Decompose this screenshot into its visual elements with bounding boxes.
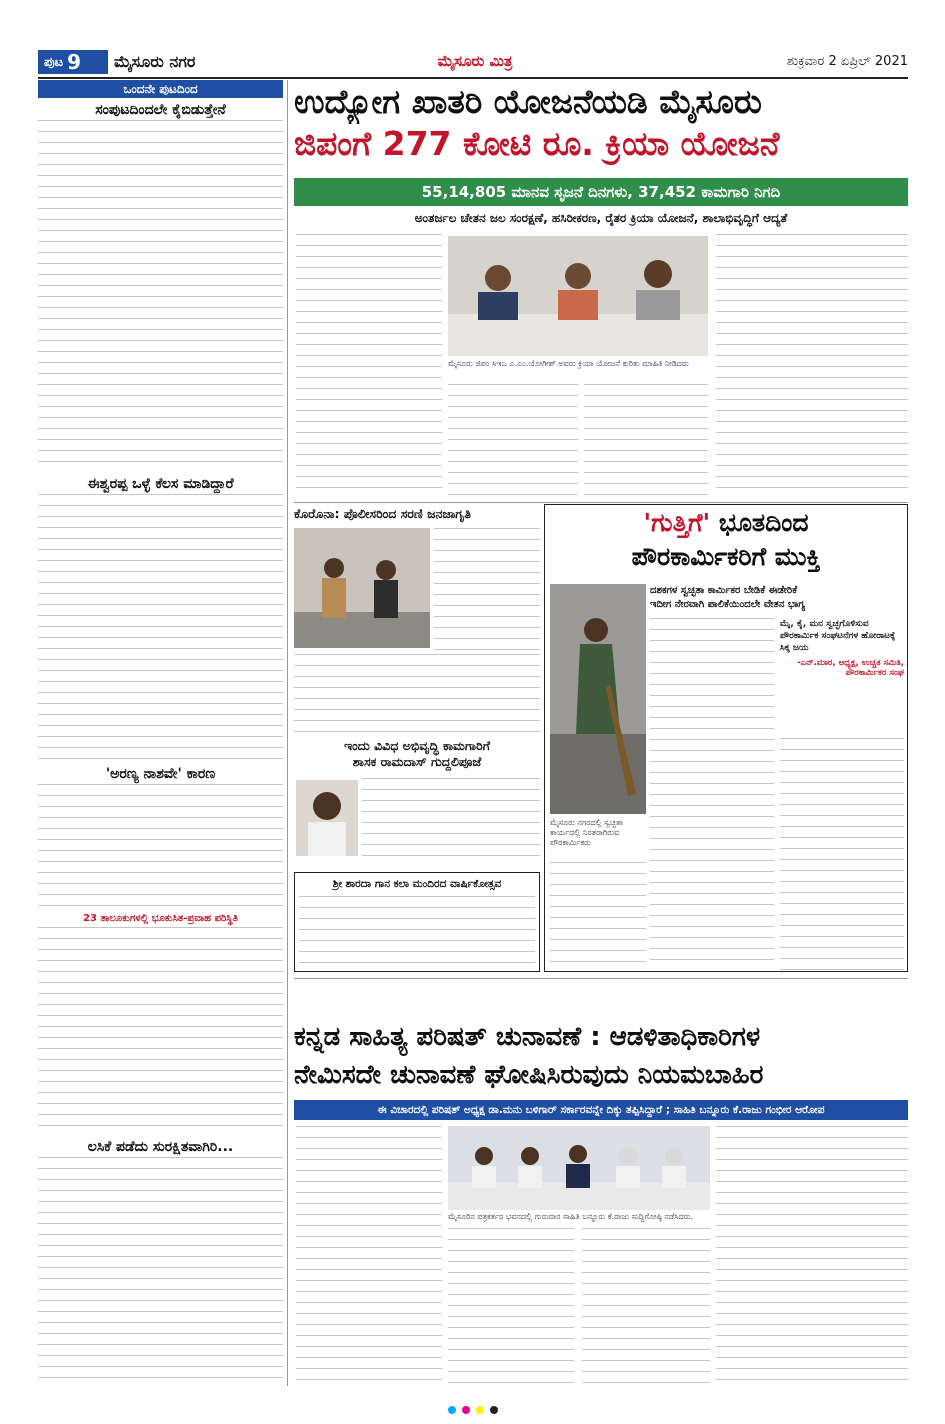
story-body-text	[38, 1157, 283, 1386]
story-title: ಈಶ್ವರಪ್ಪ ಒಳ್ಳೆ ಕೆಲಸ ಮಾಡಿದ್ದಾರೆ	[87, 476, 234, 492]
sharada-headline: ಶ್ರೀ ಶಾರದಾ ಗಾನ ಕಲಾ ಮಂದಿರದ ವಾರ್ಷಿಕೋತ್ಸವ	[332, 878, 502, 890]
bottom-body-text	[448, 1228, 574, 1386]
guttige-body-text	[550, 862, 646, 970]
guttige-quote: ಮೈ, ಕೈ, ಮನ ಸ್ವಚ್ಛಗೊಳಿಸುವ ಪೌರಕಾರ್ಮಿಕ ಸಂಘಟನೆಗಳ ಹೋರಾಟಕ್ಕೆ ಸಿಕ್ಕ ಜಯ	[780, 619, 896, 653]
lead-body-text	[448, 384, 578, 498]
lead-body-text	[584, 384, 708, 498]
story-body-text	[38, 927, 283, 1135]
continued-banner: ಒಂದನೇ ಪುಟದಿಂದ	[38, 80, 283, 98]
sharada-box	[294, 872, 540, 972]
lead-headline-line2: ಜಿಪಂಗೆ 277 ಕೋಟಿ ರೂ. ಕ್ರಿಯಾ ಯೋಜನೆ	[294, 124, 780, 163]
bottom-headline-line1: ಕನ್ನಡ ಸಾಹಿತ್ಯ ಪರಿಷತ್ ಚುನಾವಣೆ : ಆಡಳಿತಾಧಿಕಾರಿಗಳ	[294, 1022, 761, 1052]
guttige-body-text	[650, 618, 774, 970]
registration-marks	[38, 1406, 908, 1418]
corona-body-text	[294, 654, 540, 732]
mla-portrait	[296, 780, 358, 856]
magenta-mark	[462, 1406, 470, 1414]
guttige-photo-caption: ಮೈಸೂರು ನಗರದಲ್ಲಿ ಸ್ವಚ್ಛತಾ ಕಾರ್ಯದಲ್ಲಿ ನಿರತರಾಗಿರುವ ಪೌರಕಾರ್ಮಿಕರು	[550, 818, 624, 847]
story-title: ಲಸಿಕೆ ಪಡೆದು ಸುರಕ್ಷಿತವಾಗಿರಿ...	[87, 1139, 234, 1155]
left-column	[38, 80, 283, 1386]
guttige-bullet-1: ದಶಕಗಳ ಸ್ವಚ್ಛತಾ ಕಾರ್ಮಿಕರ ಬೇಡಿಕೆ ಈಡೇರಿಕೆ	[650, 585, 798, 596]
bottom-body-text	[582, 1228, 710, 1386]
guttige-headline-quoted: 'ಗುತ್ತಿಗೆ'	[643, 508, 711, 537]
bottom-strip: ಈ ವಿಚಾರದಲ್ಲಿ ಪರಿಷತ್ ಅಧ್ಯಕ್ಷ ಡಾ.ಮನು ಬಳಿಗಾರ್ ಸರ್ಕಾರವನ್ನೇ ದಿಕ್ಕು ತಪ್ಪಿಸಿದ್ದಾರೆ ; ಸಾಹಿತಿ ಬನ್ನೂರು ಕೆ.ರಾಜು ಗಂಭೀರ ಆರೋಪ	[294, 1100, 908, 1120]
mla-body-text	[362, 778, 540, 866]
corona-body-text	[434, 528, 540, 652]
lead-kicker: ಅಂತರ್ಜಲ ಚೇತನ ಜಲ ಸಂರಕ್ಷಣೆ, ಹಸಿರೀಕರಣ, ರೈತರ ಕ್ರಿಯಾ ಯೋಜನೆ, ಶಾಲಾಭಿವೃದ್ಧಿಗೆ ಆದ್ಯತೆ	[414, 211, 788, 225]
mla-headline-line2: ಶಾಸಕ ರಾಮದಾಸ್ ಗುದ್ದಲಿಪೂಜೆ	[352, 754, 482, 769]
lead-body-text	[716, 234, 908, 498]
mla-headline	[294, 738, 540, 772]
lead-photo-caption: ಮೈಸೂರು ಜಿಪಂ ಸಿಇಒ ಎ.ಎಂ.ಯೋಗೀಶ್ ಅವರು ಕ್ರಿಯಾ ಯೋಜನೆ ಕುರಿತು ಮಾಹಿತಿ ನೀಡಿದರು	[448, 359, 689, 368]
column-divider	[287, 80, 288, 1386]
cyan-mark	[448, 1406, 456, 1414]
lead-stats-strip: 55,14,805 ಮಾನವ ಸೃಜನೆ ದಿನಗಳು, 37,452 ಕಾಮಗಾರಿ ನಿಗದಿ	[294, 178, 908, 206]
story-subhead: 23 ತಾಲೂಕುಗಳಲ್ಲಿ ಭೂಕುಸಿತ-ಪ್ರವಾಹ ಪರಿಸ್ಥಿತಿ	[83, 913, 238, 924]
page-number-badge	[38, 50, 108, 74]
story-title: ಸಂಪುಟದಿಂದಲೇ ಕೈಬಿಡುತ್ತೇನೆ	[95, 102, 226, 118]
guttige-bullet-2: ಇದೀಗ ನೇರವಾಗಿ ಪಾಲಿಕೆಯಿಂದಲೇ ವೇತನ ಭಾಗ್ಯ	[650, 599, 806, 610]
mla-headline-line1: ಇಂದು ವಿವಿಧ ಅಭಿವೃದ್ಧಿ ಕಾಮಗಾರಿಗೆ	[344, 738, 490, 753]
page-label: ಪುಟ	[44, 54, 64, 70]
lead-headline-line1: ಉದ್ಯೋಗ ಖಾತರಿ ಯೋಜನೆಯಡಿ ಮೈಸೂರು	[294, 82, 762, 121]
bottom-body-text	[716, 1126, 908, 1386]
guttige-quote-name: -ಎನ್.ಮಾರ, ಅಧ್ಯಕ್ಷ, ಉಚ್ಚತ ಸಮಿತಿ, ಪೌರಕಾರ್ಮಿಕರ ಸಂಘ	[797, 658, 904, 678]
black-mark	[490, 1406, 498, 1414]
lead-photo	[448, 236, 708, 356]
story-title: 'ಅರಣ್ಯ ನಾಶವೇ' ಕಾರಣ	[105, 766, 216, 782]
sharada-body-text	[299, 896, 535, 970]
story-body-text	[38, 784, 283, 910]
guttige-bullets	[650, 584, 904, 614]
guttige-headline-line2: ಪೌರಕಾರ್ಮಿಕರಿಗೆ ಮುಕ್ತಿ	[631, 542, 821, 571]
bottom-body-text	[296, 1126, 442, 1386]
section-divider	[294, 502, 908, 503]
header-rule	[38, 77, 908, 79]
page-number: 9	[67, 50, 81, 74]
story-body-text	[38, 120, 283, 472]
guttige-headline-rest: ಭೂತದಿಂದ	[718, 508, 809, 537]
bottom-photo-caption: ಮೈಸೂರಿನ ಪತ್ರಕರ್ತರ ಭವನದಲ್ಲಿ ಗುರುವಾರ ಸಾಹಿತಿ ಬನ್ನೂರು ಕೆ.ರಾಜು ಸುದ್ದಿಗೋಷ್ಠಿ ನಡೆಸಿದರು.	[448, 1212, 694, 1221]
bottom-headline-line2: ನೇಮಿಸದೇ ಚುನಾವಣೆ ಘೋಷಿಸಿರುವುದು ನಿಯಮಬಾಹಿರ	[294, 1060, 764, 1090]
section-divider	[294, 978, 908, 979]
guttige-body-text	[780, 738, 904, 970]
story-body-text	[38, 494, 283, 762]
lead-body-text	[296, 234, 442, 498]
guttige-photo	[550, 584, 646, 814]
corona-photo	[294, 528, 430, 648]
guttige-headline-line1	[548, 508, 904, 538]
guttige-quote-box	[780, 618, 904, 732]
corona-headline: ಕೊರೊನಾ: ಪೊಲೀಸರಿಂದ ಸರಣಿ ಜನಜಾಗೃತಿ	[294, 506, 471, 521]
bottom-photo	[448, 1126, 710, 1210]
yellow-mark	[476, 1406, 484, 1414]
issue-date: ಶುಕ್ರವಾರ 2 ಏಪ್ರಿಲ್ 2021	[786, 54, 908, 69]
masthead: ಮೈಸೂರು ಮಿತ್ರ	[437, 52, 513, 70]
section-name: ಮೈಸೂರು ನಗರ	[114, 52, 196, 71]
